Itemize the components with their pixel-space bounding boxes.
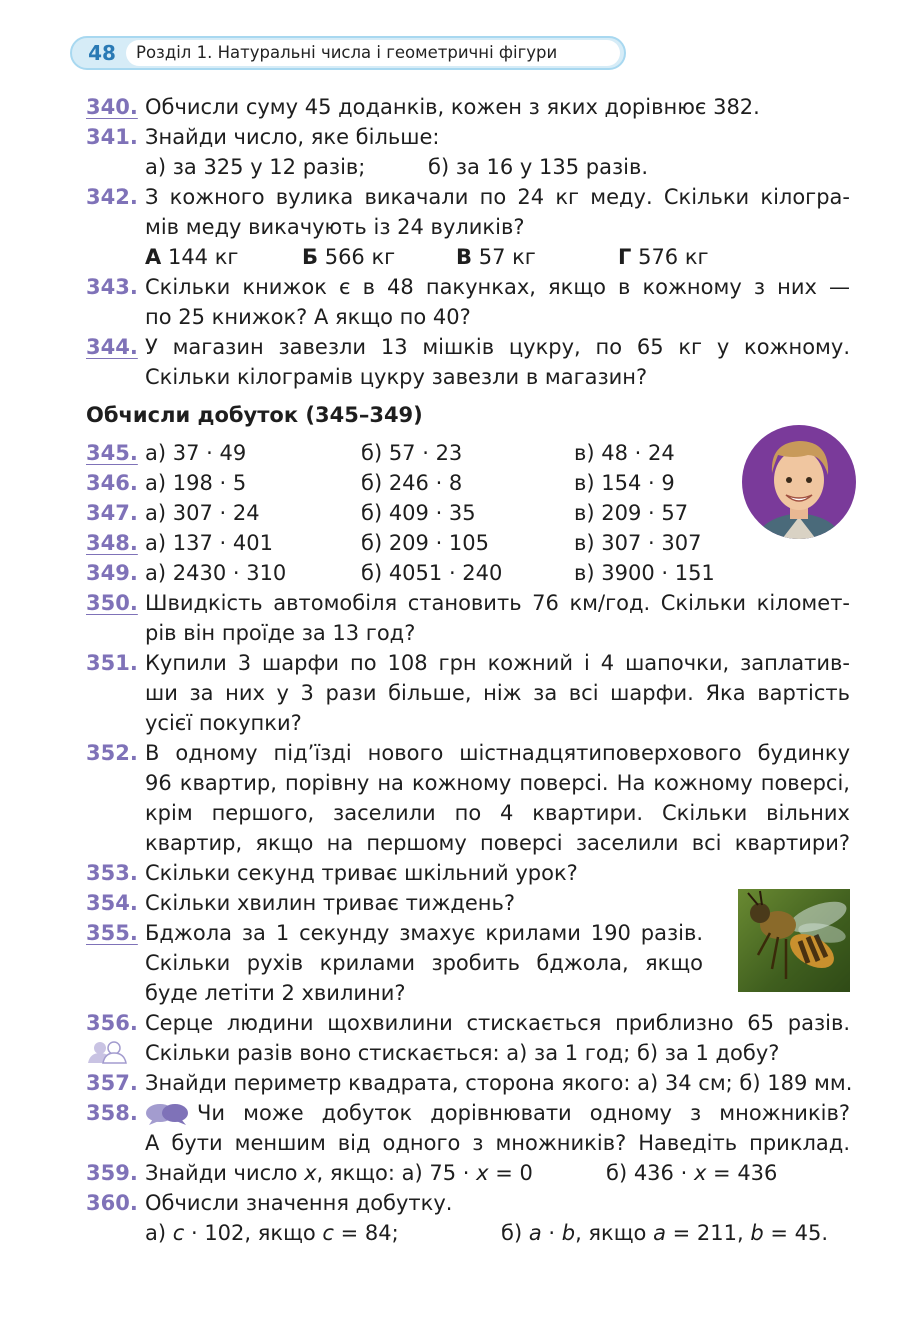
problem-text: Купили 3 шарфи по 108 грн кожний і 4 шапочки, заплатив- (145, 651, 850, 675)
problem-number-341: 341. (86, 125, 138, 149)
problem-text: буде летіти 2 хвилини? (145, 981, 406, 1005)
problem-text: Знайди число x, якщо: а) 75 · x = 0 (145, 1161, 533, 1185)
option-b: б) 436 · x = 436 (606, 1161, 778, 1185)
problem-text: Серце людини щохвилини стискається приблизно 65 разів. (145, 1011, 850, 1035)
problem-text: Знайди периметр квадрата, сторона якого: а) 34 см; б) 189 мм. (145, 1071, 853, 1095)
problem-number-347: 347. (86, 501, 138, 525)
problem-text: Скільки книжок є в 48 пакунках, якщо в кожному з них — (145, 275, 850, 299)
product-c: в) 154 · 9 (574, 471, 675, 495)
product-b: б) 209 · 105 (361, 531, 490, 555)
product-c: в) 48 · 24 (574, 441, 675, 465)
product-a: а) 2430 · 310 (145, 561, 287, 585)
answer-option-b: Б 566 кг (302, 245, 396, 269)
problem-text: З кожного вулика викачали по 24 кг меду. Скільки кілогра- (145, 185, 850, 209)
problem-number-342: 342. (86, 185, 138, 209)
problem-number-357: 357. (86, 1071, 138, 1095)
problem-text: Обчисли суму 45 доданків, кожен з яких дорівнює 382. (145, 95, 760, 119)
product-a: а) 37 · 49 (145, 441, 247, 465)
problem-text: Скільки хвилин триває тиждень? (145, 891, 516, 915)
problem-number-353: 353. (86, 861, 138, 885)
problem-number-345: 345. (86, 441, 138, 465)
problem-text: квартир, якщо на першому поверсі заселили всі квартири? (145, 831, 850, 855)
product-b: б) 246 · 8 (361, 471, 463, 495)
problem-number-355: 355. (86, 921, 138, 945)
product-c: в) 307 · 307 (574, 531, 702, 555)
option-b: б) за 16 у 135 разів. (428, 155, 649, 179)
problem-text: 96 квартир, порівну на кожному поверсі. На кожному поверсі, (145, 771, 850, 795)
problem-number-354: 354. (86, 891, 138, 915)
problem-number-351: 351. (86, 651, 138, 675)
answer-option-g: Г 576 кг (618, 245, 709, 269)
product-b: б) 57 · 23 (361, 441, 463, 465)
problem-text: Чи може добуток дорівнювати одному з множників? (197, 1101, 850, 1125)
answer-option-v: В 57 кг (456, 245, 536, 269)
product-a: а) 307 · 24 (145, 501, 260, 525)
problem-number-343: 343. (86, 275, 138, 299)
problem-text: А бути меншим від одного з множників? Наведіть приклад. (145, 1131, 850, 1155)
problem-text: У магазин завезли 13 мішків цукру, по 65 кг у кожному. (145, 335, 850, 359)
page-header (70, 36, 626, 70)
problem-text: Бджола за 1 секунду змахує крилами 190 разів. (145, 921, 703, 945)
problem-number-359: 359. (86, 1161, 138, 1185)
product-b: б) 4051 · 240 (361, 561, 503, 585)
product-c: в) 3900 · 151 (574, 561, 715, 585)
answer-option-a: А 144 кг (145, 245, 239, 269)
problem-text: Знайди число, яке більше: (145, 125, 440, 149)
product-b: б) 409 · 35 (361, 501, 476, 525)
option-b: б) a · b, якщо a = 211, b = 45. (501, 1221, 829, 1245)
pair-work-icon (86, 1040, 128, 1064)
problem-number-360: 360. (86, 1191, 138, 1215)
problem-text: В одному під’їзді нового шістнадцятиповерхового будинку (145, 741, 850, 765)
bee-photo (738, 889, 850, 992)
problem-number-346: 346. (86, 471, 138, 495)
product-c: в) 209 · 57 (574, 501, 689, 525)
problem-text: рів він проїде за 13 год? (145, 621, 416, 645)
boy-illustration (742, 425, 856, 539)
problem-text: усієї покупки? (145, 711, 302, 735)
page-number: 48 (88, 41, 116, 65)
problem-text: по 25 книжок? А якщо по 40? (145, 305, 471, 329)
problem-number-358: 358. (86, 1101, 138, 1125)
option-a: а) c · 102, якщо c = 84; (145, 1221, 399, 1245)
problem-text: Обчисли значення добутку. (145, 1191, 453, 1215)
option-a: а) за 325 у 12 разів; (145, 155, 366, 179)
problem-number-349: 349. (86, 561, 138, 585)
chapter-title: Розділ 1. Натуральні числа і геометричні фігури (126, 40, 620, 66)
product-a: а) 137 · 401 (145, 531, 273, 555)
product-a: а) 198 · 5 (145, 471, 247, 495)
problem-text: Скільки разів воно стискається: а) за 1 год; б) за 1 добу? (145, 1041, 780, 1065)
section-title: Обчисли добуток (345–349) (86, 403, 423, 427)
problem-number-344: 344. (86, 335, 138, 359)
problem-number-352: 352. (86, 741, 138, 765)
problem-number-350: 350. (86, 591, 138, 615)
problem-text: Швидкість автомобіля становить 76 км/год. Скільки кіломет- (145, 591, 850, 615)
discussion-icon (145, 1102, 189, 1126)
problem-text: Скільки кілограмів цукру завезли в магазин? (145, 365, 648, 389)
problem-number-356: 356. (86, 1011, 138, 1035)
problem-text: Скільки рухів крилами зробить бджола, якщо (145, 951, 703, 975)
problem-number-348: 348. (86, 531, 138, 555)
problem-number-340: 340. (86, 95, 138, 119)
problem-text: мів меду викачують із 24 вуликів? (145, 215, 525, 239)
problem-text: ши за них у 3 рази більше, ніж за всі шарфи. Яка вартість (145, 681, 850, 705)
problem-text: Скільки секунд триває шкільний урок? (145, 861, 578, 885)
problem-text: крім першого, заселили по 4 квартири. Скільки вільних (145, 801, 850, 825)
